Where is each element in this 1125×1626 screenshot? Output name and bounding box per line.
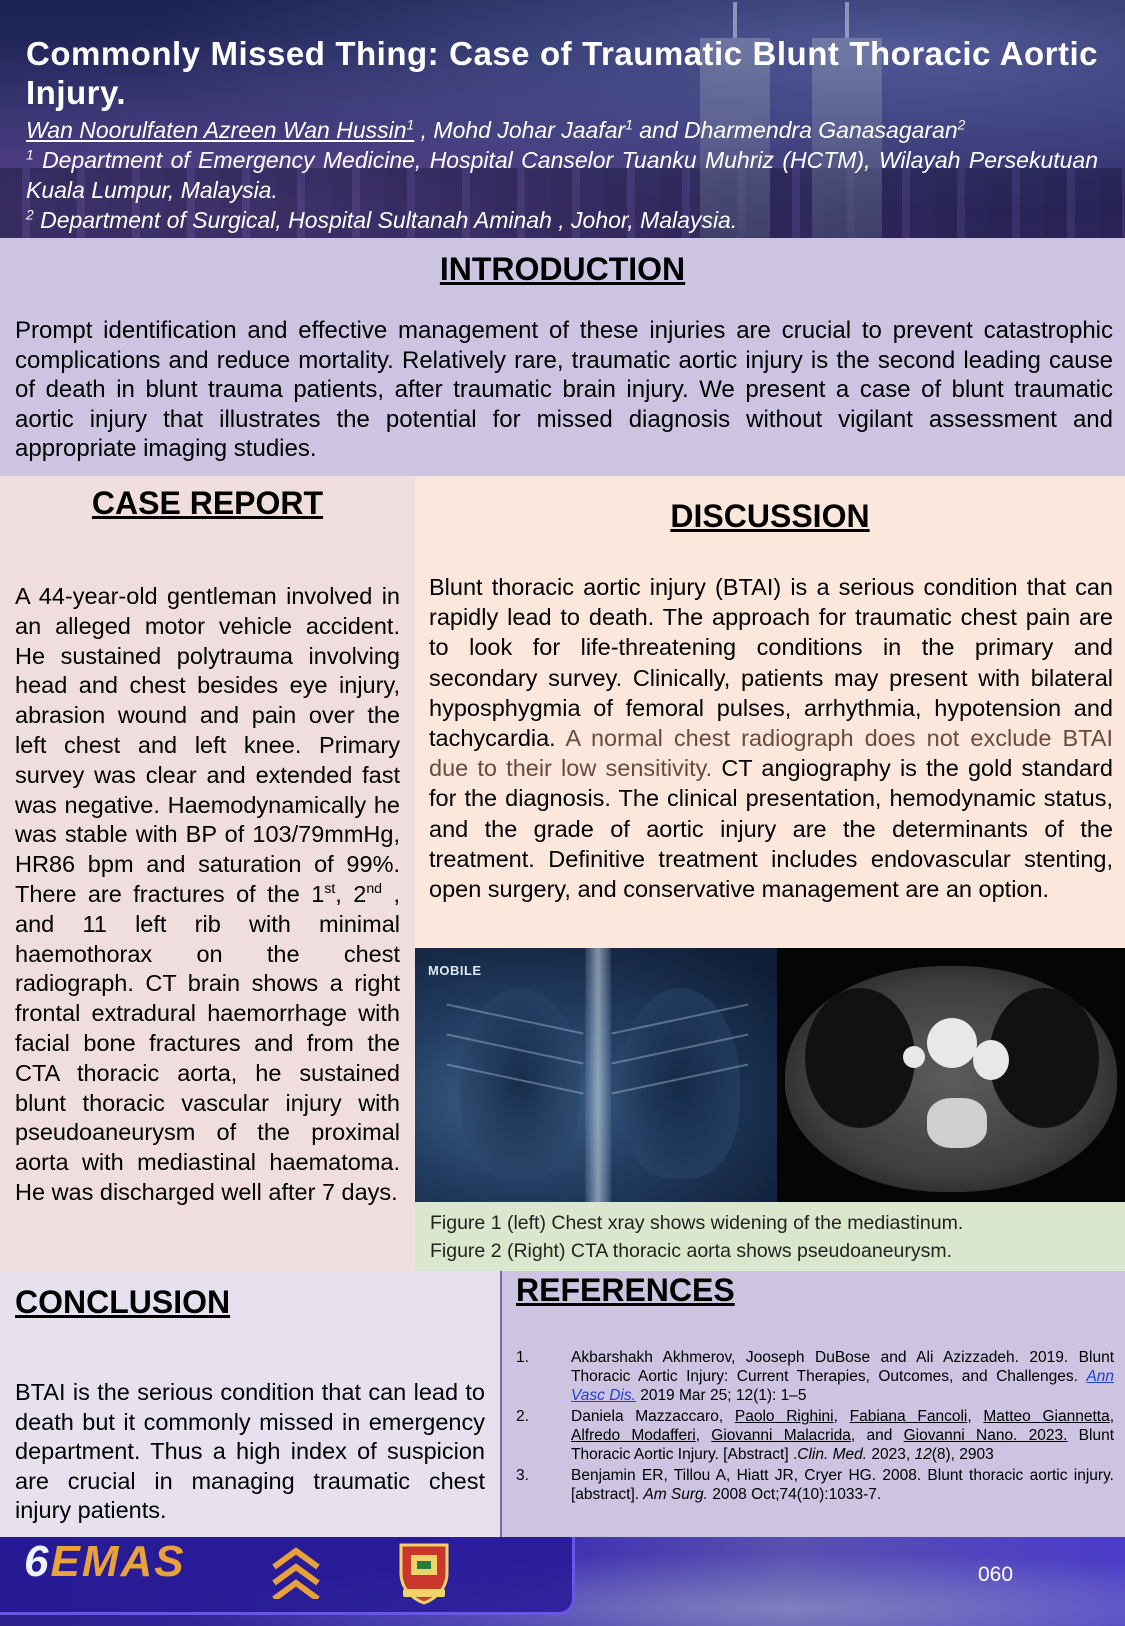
chevron-logo-icon (268, 1543, 324, 1599)
hospital-crest-icon (393, 1539, 455, 1605)
case-report-text (15, 582, 400, 1208)
xray-right-lung (620, 988, 740, 1178)
conclusion-heading: CONCLUSION (15, 1284, 231, 1320)
author-2-sup: 1 (625, 117, 633, 133)
reference-2-sep: , (833, 1408, 850, 1425)
reference-2-author-link[interactable]: Giovanni Malacrida (711, 1427, 851, 1444)
author-1 (26, 117, 414, 143)
page-number: 060 (978, 1563, 1014, 1586)
emas-logo-text: EMAS (50, 1537, 186, 1586)
ct-vessel (903, 1046, 925, 1068)
poster-title: Commonly Missed Thing: Case of Traumatic Blunt Thoracic Aortic Injury. (26, 35, 1098, 111)
reference-2-author-link[interactable]: Matteo Giannetta (983, 1408, 1110, 1425)
references-list (516, 1348, 1114, 1506)
case-report-text-c: , and 11 left rib with minimal haemothorax on the chest radiograph. CT brain shows a right frontal extradural haemorrhage with facial bone fractures and from the CTA thoracic aorta, he sustained blunt thoracic vascular injury with pseudoaneurysm of the proximal aorta with mediastinal haematoma. He was discharged well after 7 days. (15, 880, 400, 1205)
reference-2-issue: (8), 2903 (931, 1446, 994, 1463)
references-heading: REFERENCES (516, 1272, 735, 1308)
reference-2-author-link[interactable]: Fabiana Fancoli (849, 1408, 968, 1425)
case-report-text-b: , 2 (335, 880, 367, 907)
author-3: and Dharmendra Ganasagaran (632, 117, 958, 143)
figure-1-caption: Figure 1 (left) Chest xray shows widening of the mediastinum. (430, 1212, 964, 1234)
affiliation-1 (26, 145, 1098, 205)
introduction-section (0, 238, 1125, 476)
ct-vertebra (927, 1098, 987, 1148)
affiliation-2-sup: 2 (26, 207, 34, 223)
discussion-highlight: A normal chest radiograph does not exclude BTAI due to their low sensitivity. (429, 725, 1113, 782)
xray-mediastinum (585, 948, 611, 1202)
ct-pseudoaneurysm (973, 1040, 1009, 1080)
reference-2-author: Daniela Mazzaccaro, (571, 1408, 735, 1425)
reference-2-sep: , (695, 1427, 712, 1444)
figure-caption (415, 1202, 1125, 1271)
affiliation-2 (26, 205, 1098, 235)
reference-number: 2. (516, 1408, 529, 1425)
affiliation-1-text: Department of Emergency Medicine, Hospital Canselor Tuanku Muhriz (HCTM), Wilayah Persekutuan Kuala Lumpur, Malaysia. (26, 147, 1098, 203)
reference-2-author-link[interactable]: Giovanni Nano. 2023. (903, 1427, 1068, 1444)
reference-3 (516, 1466, 1114, 1504)
reference-2-journal: Clin. Med. (797, 1446, 868, 1463)
xray-mobile-label: MOBILE (428, 963, 482, 978)
author-1-sup: 1 (406, 117, 415, 133)
reference-1-journal-link[interactable]: Ann Vasc Dis. (571, 1368, 1114, 1404)
emas-logo-number: 6 (24, 1537, 51, 1586)
cta-thoracic-image (777, 948, 1125, 1202)
reference-2-sep: , (1109, 1408, 1114, 1425)
reference-number: 3. (516, 1467, 529, 1484)
reference-2-author-link[interactable]: Alfredo Modafferi (571, 1427, 696, 1444)
ct-aorta (927, 1018, 977, 1068)
references-section (500, 1271, 1125, 1537)
reference-2 (516, 1407, 1114, 1464)
case-report-sup-nd: nd (366, 880, 383, 897)
emas-logo (24, 1537, 186, 1587)
reference-2-sep: , (967, 1408, 984, 1425)
spire-left-decoration (733, 2, 737, 38)
reference-1-tail: 2019 Mar 25; 12(1): 1–5 (635, 1387, 807, 1404)
figure-2-caption: Figure 2 (Right) CTA thoracic aorta shows pseudoaneurysm. (430, 1240, 953, 1262)
reference-2-year: 2023, (867, 1446, 915, 1463)
poster-header (0, 0, 1125, 238)
discussion-text (429, 572, 1113, 904)
case-report-section (0, 476, 415, 1271)
ct-right-lung (805, 988, 915, 1128)
author-2: , Mohd Johar Jaafar (414, 117, 626, 143)
reference-2-author-link[interactable]: Paolo Righini (734, 1408, 834, 1425)
case-report-heading: CASE REPORT (91, 485, 324, 521)
xray-left-lung (460, 988, 580, 1178)
chest-xray-image (415, 948, 777, 1202)
reference-2-sep: , and (850, 1427, 904, 1444)
introduction-text: Prompt identification and effective management of these injuries are crucial to prevent catastrophic complications and reduce mortality. Relatively rare, traumatic aortic injury is the second leading cause of death in blunt trauma patients, after traumatic brain injury. We present a case of blunt traumatic aortic injury that illustrates the potential for missed diagnosis without vigilant assessment and appropriate imaging studies. (15, 317, 1113, 462)
reference-1-text: Akbarshakh Akhmerov, Jooseph DuBose and Ali Azizzadeh. 2019. Blunt Thoracic Aortic Injury: Current Therapies, Outcomes, and Challenges. (571, 1349, 1114, 1385)
author-3-sup: 2 (957, 117, 966, 133)
reference-3-text: Benjamin ER, Tillou A, Hiatt JR, Cryer HG. 2008. Blunt thoracic aortic injury. [abstract]. (571, 1467, 1114, 1503)
case-report-sup-st: st (324, 880, 336, 897)
reference-2-title: Blunt Thoracic Aortic Injury. [Abstract] . (571, 1427, 1115, 1463)
conclusion-text: BTAI is the serious condition that can lead to death but it commonly missed in emergency department. Thus a high index of suspicion are crucial in managing traumatic chest injury patients. (15, 1379, 485, 1523)
discussion-section (415, 476, 1125, 948)
poster-footer (0, 1537, 1125, 1626)
discussion-heading: DISCUSSION (670, 498, 870, 534)
author-line (26, 115, 1098, 145)
author-1-name: Wan Noorulfaten Azreen Wan Hussin (26, 117, 407, 143)
affiliation-2-text: Department of Surgical, Hospital Sultanah Aminah , Johor, Malaysia. (33, 207, 738, 233)
header-text (26, 34, 1098, 235)
case-report-text-a: A 44-year-old gentleman involved in an alleged motor vehicle accident. He sustained polytrauma involving head and chest besides eye injury, abrasion wound and pain over the left chest and left knee. Primary survey was clear and extended fast was negative. Haemodynamically he was stable with BP of 103/79mmHg, HR86 bpm and saturation of 99%. There are fractures of the 1 (15, 583, 400, 907)
conclusion-section (0, 1271, 500, 1537)
discussion-text-a: Blunt thoracic aortic injury (BTAI) is a serious condition that can rapidly lead to death. The approach for traumatic chest pain are to look for life-threatening conditions in the primary and secondary survey. Clinically, patients may present with bilateral hyposphygmia of femoral pulses, arrhythmia, hypotension and tachycardia. (429, 574, 1113, 752)
reference-3-journal: Am Surg. (643, 1486, 708, 1503)
discussion-text-b: CT angiography is the gold standard for the diagnosis. The clinical presentation, hemodynamic status, and the grade of aortic injury are the determinants of the treatment. Definitive treatment includes endovascular stenting, open surgery, and conservative management are an option. (429, 755, 1114, 903)
reference-1 (516, 1348, 1114, 1405)
figures-panel (415, 948, 1125, 1202)
reference-2-volume: 12 (914, 1446, 932, 1463)
reference-3-tail: 2008 Oct;74(10):1033-7. (707, 1486, 882, 1503)
reference-number: 1. (516, 1349, 529, 1366)
affiliation-1-sup: 1 (26, 147, 34, 163)
introduction-heading: INTRODUCTION (439, 251, 686, 287)
spire-right-decoration (845, 2, 849, 38)
